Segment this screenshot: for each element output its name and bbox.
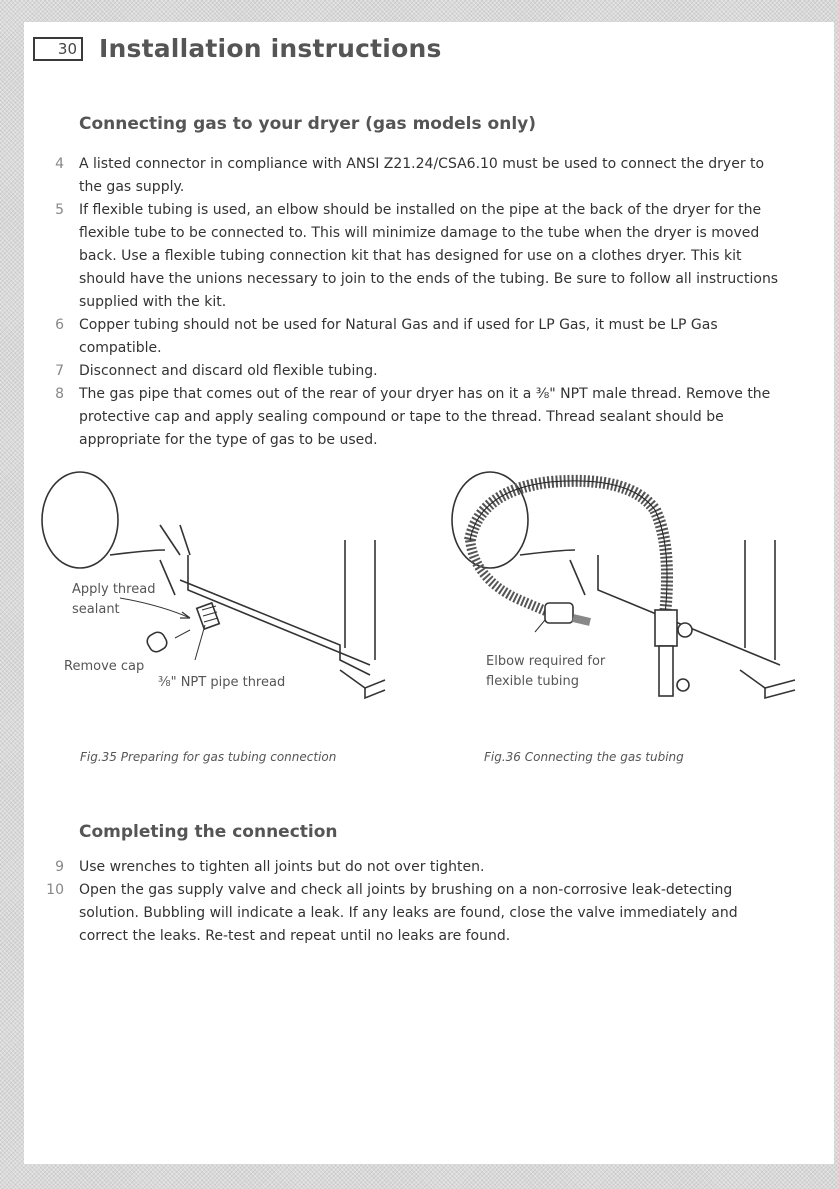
section-heading-gas: Connecting gas to your dryer (gas models only) xyxy=(79,114,537,134)
step-number: 10 xyxy=(46,882,64,898)
step-text: The gas pipe that comes out of the rear of your dryer has on it a ⅜" NPT male thread. Remove the protective cap and apply sealing compound or tape to the thread. Thread sealant should be appropriate for the type of gas to be used. xyxy=(79,386,771,448)
figure-35-caption: Fig.35 Preparing for gas tubing connection xyxy=(80,750,337,764)
page-number: 30 xyxy=(33,37,83,61)
page-header xyxy=(33,34,442,63)
figure-35-illustration xyxy=(40,470,390,720)
label-elbow-2: flexible tubing xyxy=(486,674,579,689)
step-item xyxy=(0,314,780,360)
label-npt-thread: ⅜" NPT pipe thread xyxy=(158,675,286,690)
step-item xyxy=(0,856,780,879)
step-text: Use wrenches to tighten all joints but do not over tighten. xyxy=(79,859,485,875)
step-item xyxy=(0,383,780,452)
figure-36-drawing xyxy=(450,470,800,720)
step-item xyxy=(0,153,780,199)
step-text: Copper tubing should not be used for Natural Gas and if used for LP Gas, it must be LP Gas compatible. xyxy=(79,317,718,356)
step-number: 6 xyxy=(55,317,64,333)
figure-36-illustration xyxy=(450,470,800,720)
step-number: 4 xyxy=(55,156,64,172)
step-number: 9 xyxy=(55,859,64,875)
step-number: 8 xyxy=(55,386,64,402)
label-apply-sealant-2: sealant xyxy=(72,602,120,617)
figure-35-drawing xyxy=(40,470,390,720)
gas-steps-list xyxy=(0,153,780,452)
label-remove-cap: Remove cap xyxy=(64,659,145,674)
step-number: 7 xyxy=(55,363,64,379)
section-heading-complete: Completing the connection xyxy=(79,822,338,842)
figure-36-caption: Fig.36 Connecting the gas tubing xyxy=(484,750,684,764)
label-apply-sealant-1: Apply thread xyxy=(72,582,156,597)
page-title: Installation instructions xyxy=(99,34,442,63)
step-item xyxy=(0,879,780,948)
step-text: Open the gas supply valve and check all joints by brushing on a non-corrosive leak-detecting solution. Bubbling will indicate a leak. If any leaks are found, close the valve immediately and correct the leaks. Re-test and repeat until no leaks are found. xyxy=(79,882,738,944)
step-text: If flexible tubing is used, an elbow should be installed on the pipe at the back of the dryer for the flexible tube to be connected to. This will minimize damage to the tube when the dryer is moved back. Use a flexible tubing connection kit that has designed for use on a clothes dryer. This kit should have the unions necessary to join to the ends of the tubing. Be sure to follow all instructions supplied with the kit. xyxy=(79,202,779,310)
step-item xyxy=(0,360,780,383)
step-number: 5 xyxy=(55,202,64,218)
step-text: Disconnect and discard old flexible tubing. xyxy=(79,363,378,379)
step-item xyxy=(0,199,780,314)
label-elbow-1: Elbow required for xyxy=(486,654,606,669)
step-text: A listed connector in compliance with ANSI Z21.24/CSA6.10 must be used to connect the dryer to the gas supply. xyxy=(79,156,765,195)
completion-steps-list xyxy=(0,856,780,948)
